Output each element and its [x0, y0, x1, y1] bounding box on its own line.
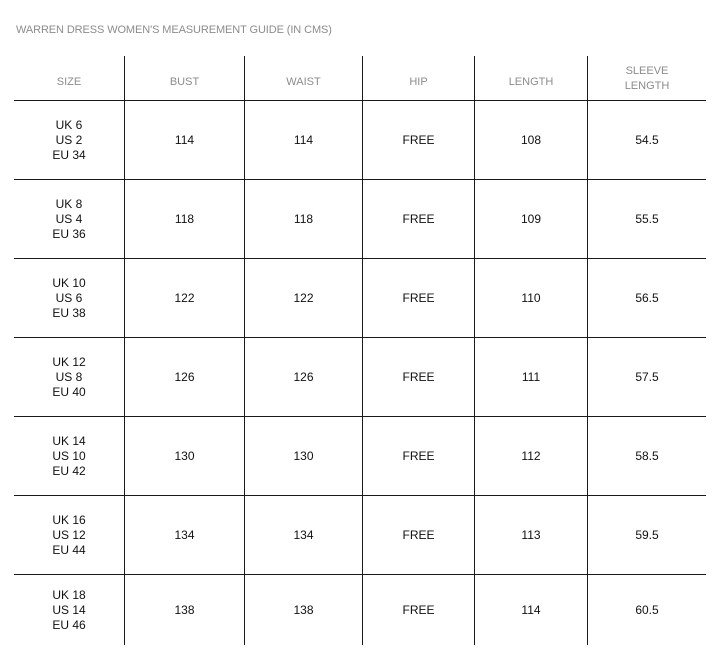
size-label-line: EU 34 [52, 147, 86, 162]
header-hip [362, 56, 474, 100]
table-row [14, 180, 706, 259]
table-row [14, 338, 706, 417]
size-label-line: EU 38 [52, 305, 86, 320]
header-bust-label: BUST [169, 75, 200, 88]
bust-cell-value: 126 [174, 369, 195, 384]
size-label-line: US 6 [55, 290, 83, 305]
size-label-stack [52, 355, 85, 400]
hip-cell [362, 101, 474, 179]
waist-cell-value: 138 [293, 602, 314, 617]
waist-cell-value: 122 [293, 290, 314, 305]
length-cell [474, 496, 587, 574]
table-row [14, 496, 706, 575]
waist-cell [244, 496, 362, 574]
table-row [14, 101, 706, 180]
waist-cell [244, 180, 362, 258]
sleeve-length-cell-value: 55.5 [635, 211, 659, 226]
bust-cell-value: 130 [174, 448, 195, 463]
hip-cell-value: FREE [402, 602, 435, 617]
waist-cell [244, 338, 362, 416]
header-waist-label: WAIST [286, 75, 321, 88]
size-label-stack [52, 513, 85, 558]
size-label-stack [52, 588, 85, 633]
size-label-line: EU 46 [52, 617, 86, 632]
hip-cell-value: FREE [402, 448, 435, 463]
length-cell-value: 109 [520, 211, 542, 226]
header-sleeve-label-line2: LENGTH [624, 80, 670, 92]
table-body [14, 101, 706, 645]
length-cell [474, 575, 587, 645]
waist-cell [244, 417, 362, 495]
length-cell-value: 111 [521, 369, 541, 384]
size-cell [14, 101, 124, 179]
size-label-line: EU 40 [52, 384, 86, 399]
bust-cell-value: 114 [174, 132, 195, 147]
size-label-line: UK 12 [52, 354, 86, 369]
size-label-stack [52, 197, 85, 242]
hip-cell [362, 496, 474, 574]
waist-cell-value: 134 [293, 527, 314, 542]
waist-cell [244, 259, 362, 337]
table-header-row [14, 56, 706, 101]
header-size-label: SIZE [56, 75, 82, 88]
size-label-line: UK 18 [52, 587, 86, 602]
header-sleeve-label-line1: SLEEVE [625, 65, 669, 77]
hip-cell-value: FREE [402, 211, 435, 226]
header-waist [244, 56, 362, 100]
hip-cell [362, 338, 474, 416]
header-length-label: LENGTH [508, 75, 554, 88]
waist-cell [244, 101, 362, 179]
size-label-line: UK 10 [52, 275, 86, 290]
size-cell [14, 259, 124, 337]
sleeve-length-cell [587, 259, 706, 337]
length-cell-value: 112 [521, 448, 541, 463]
bust-cell-value: 118 [174, 211, 195, 226]
sleeve-length-cell-value: 56.5 [635, 290, 659, 305]
bust-cell-value: 134 [174, 527, 195, 542]
size-cell [14, 575, 124, 645]
waist-cell-value: 114 [293, 132, 314, 147]
bust-cell [124, 496, 244, 574]
size-label-line: EU 36 [52, 226, 86, 241]
header-length [474, 56, 587, 100]
sleeve-length-cell [587, 417, 706, 495]
size-label-line: UK 16 [52, 512, 86, 527]
bust-cell-value: 138 [174, 602, 195, 617]
waist-cell [244, 575, 362, 645]
size-label-line: UK 14 [52, 433, 86, 448]
sleeve-length-cell-value: 59.5 [635, 527, 659, 542]
hip-cell [362, 417, 474, 495]
size-cell [14, 180, 124, 258]
sleeve-length-cell [587, 338, 706, 416]
hip-cell-value: FREE [402, 527, 435, 542]
size-cell [14, 338, 124, 416]
bust-cell [124, 180, 244, 258]
length-cell [474, 101, 587, 179]
length-cell [474, 417, 587, 495]
hip-cell [362, 259, 474, 337]
bust-cell [124, 338, 244, 416]
length-cell-value: 110 [521, 290, 541, 305]
sleeve-length-cell [587, 180, 706, 258]
header-bust [124, 56, 244, 100]
bust-cell [124, 575, 244, 645]
size-label-line: US 10 [52, 448, 86, 463]
size-label-line: UK 8 [55, 196, 83, 211]
page-title: WARREN DRESS WOMEN'S MEASUREMENT GUIDE (IN CMS) [16, 24, 332, 36]
bust-cell [124, 259, 244, 337]
waist-cell-value: 130 [293, 448, 314, 463]
measurement-table [14, 56, 706, 645]
sleeve-length-cell [587, 101, 706, 179]
size-label-stack [52, 118, 85, 163]
size-label-line: US 14 [52, 602, 86, 617]
bust-cell [124, 417, 244, 495]
hip-cell [362, 180, 474, 258]
bust-cell-value: 122 [174, 290, 195, 305]
length-cell-value: 108 [520, 132, 542, 147]
hip-cell [362, 575, 474, 645]
size-label-stack [52, 434, 85, 479]
hip-cell-value: FREE [402, 369, 435, 384]
header-hip-label: HIP [409, 75, 428, 88]
size-label-line: US 8 [55, 369, 83, 384]
header-sleeve-length [587, 56, 706, 100]
size-label-line: US 12 [52, 527, 86, 542]
table-row [14, 575, 706, 645]
header-size [14, 56, 124, 100]
size-label-line: UK 6 [55, 117, 83, 132]
sleeve-length-cell-value: 54.5 [635, 132, 659, 147]
size-label-line: EU 42 [52, 463, 86, 478]
sleeve-length-cell [587, 575, 706, 645]
hip-cell-value: FREE [402, 290, 435, 305]
size-cell [14, 496, 124, 574]
size-label-line: US 4 [55, 211, 83, 226]
sleeve-length-cell [587, 496, 706, 574]
size-label-stack [52, 276, 85, 321]
length-cell-value: 113 [521, 527, 541, 542]
sleeve-length-cell-value: 58.5 [635, 448, 659, 463]
sleeve-length-cell-value: 57.5 [635, 369, 659, 384]
waist-cell-value: 118 [293, 211, 314, 226]
hip-cell-value: FREE [402, 132, 435, 147]
bust-cell [124, 101, 244, 179]
length-cell [474, 180, 587, 258]
length-cell [474, 259, 587, 337]
length-cell-value: 114 [521, 602, 541, 617]
table-row [14, 417, 706, 496]
size-label-line: US 2 [55, 132, 83, 147]
size-cell [14, 417, 124, 495]
table-row [14, 259, 706, 338]
length-cell [474, 338, 587, 416]
waist-cell-value: 126 [293, 369, 314, 384]
size-label-line: EU 44 [52, 542, 86, 557]
sleeve-length-cell-value: 60.5 [635, 602, 659, 617]
